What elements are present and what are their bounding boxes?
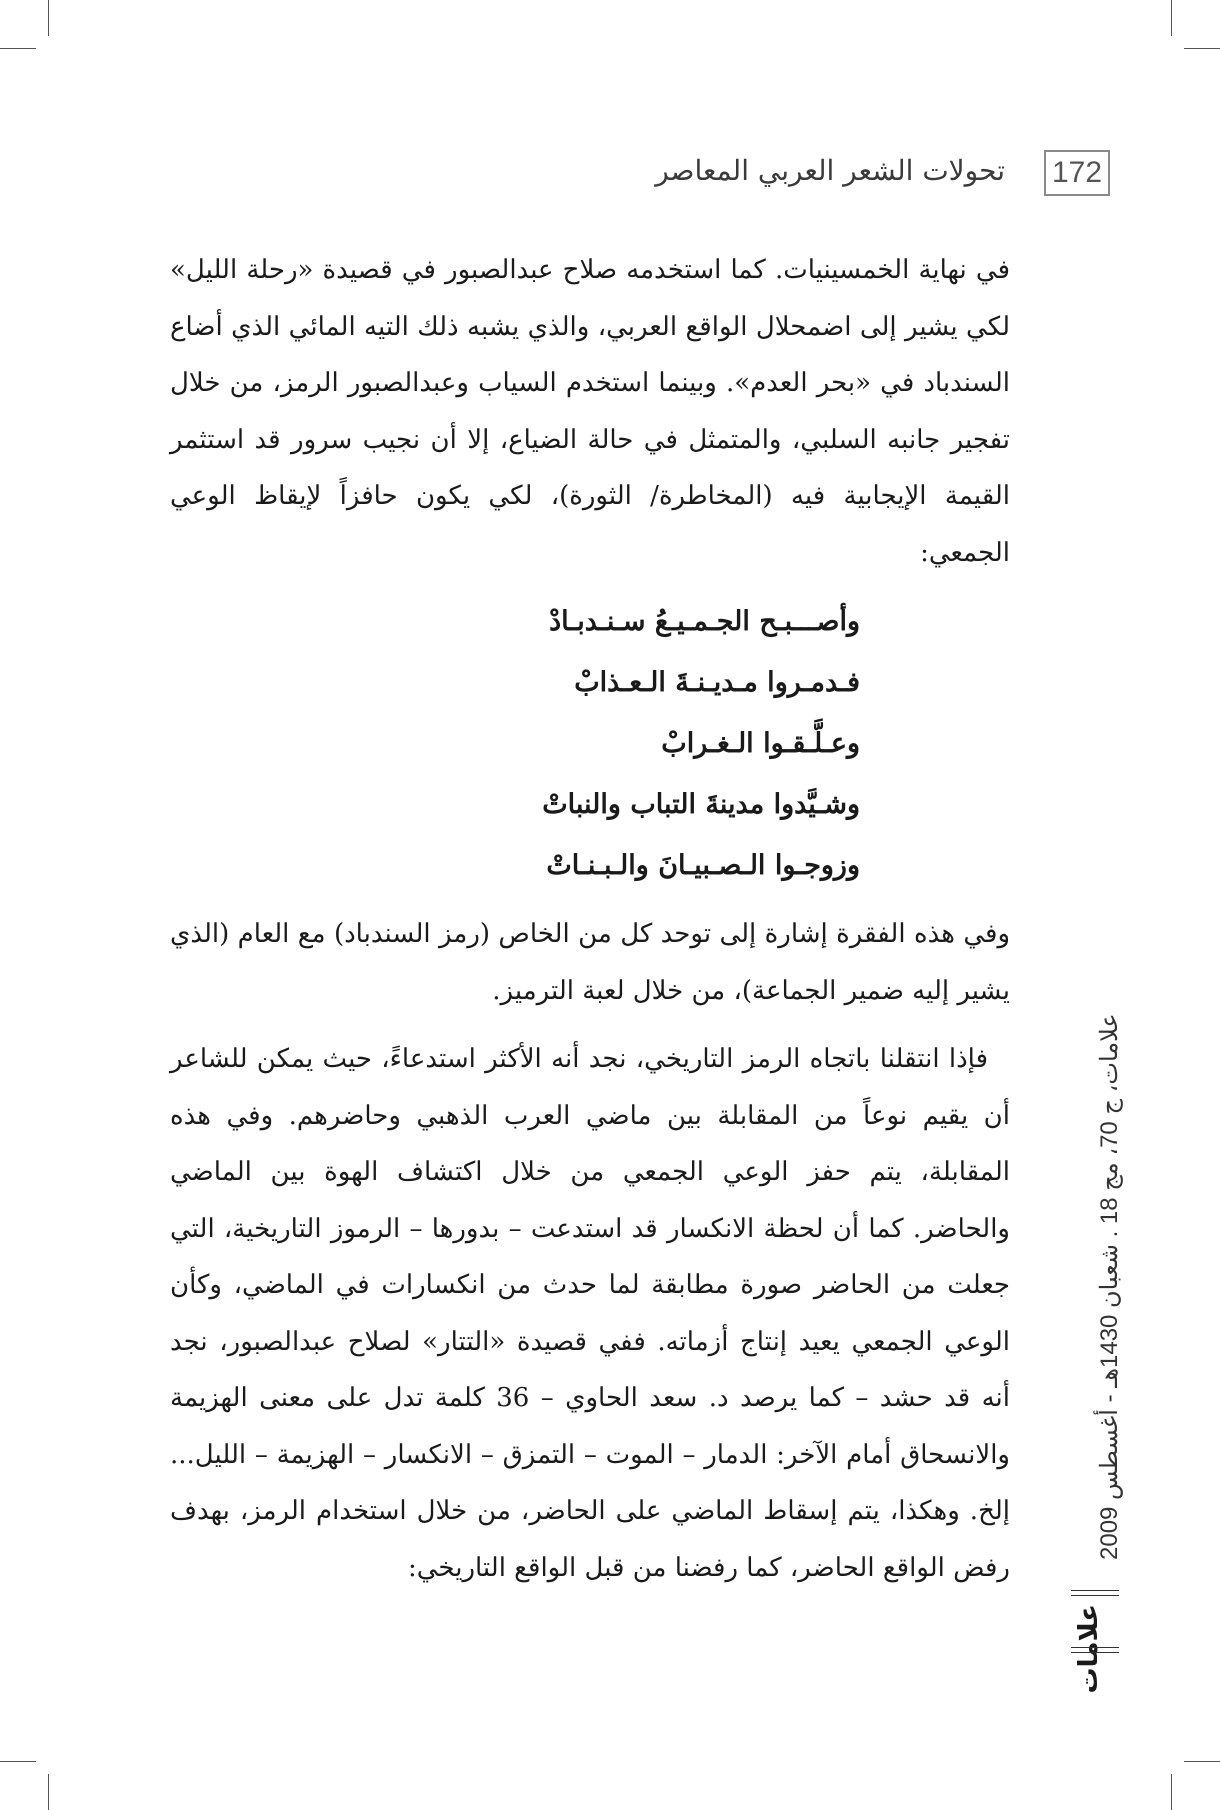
paragraph: في نهاية الخمسينيات. كما استخدمه صلاح عبدالصبور في قصيدة «رحلة الليل» لكي يشير إلى اضمحلال الواقع العربي، والذي يشبه ذلك التيه المائي الذي أضاع السندباد في «بحر العدم». وبينما استخدم السياب وعبدالصبور الرمز، من خلال تفجير جانبه السلبي، والمتمثل في حالة الضياع، إلا أن نجيب سرور قد استثمر القيمة الإيجابية فيه (المخاطرة/ الثورة)، لكي يكون حافزاً لإيقاظ الوعي الجمعي: bbox=[170, 255, 1010, 568]
crop-mark bbox=[1184, 1761, 1220, 1762]
journal-info: علامات، ج 70، مج 18 . شعبان 1430هـ - أغسطس 2009 bbox=[1096, 1013, 1123, 1560]
verse-line: وأصـــبـح الجـمـيـعُ سـنـدبـادْ bbox=[549, 606, 860, 637]
verse-line: فـدمـروا مـديـنـةَ الـعـذابْ bbox=[574, 667, 860, 698]
page-number: 172 bbox=[1044, 150, 1110, 196]
divider bbox=[1071, 1647, 1119, 1653]
body-text bbox=[170, 242, 1010, 1596]
verse-line: وشـيَّدوا مدينةَ التباب والنباتْ bbox=[542, 789, 860, 820]
verse-line: وعـلَّـقـوا الـغـرابْ bbox=[661, 728, 860, 759]
crop-mark bbox=[1184, 48, 1220, 49]
crop-mark bbox=[1171, 1774, 1172, 1810]
verse-block bbox=[170, 591, 1010, 896]
divider bbox=[1071, 1590, 1119, 1596]
paragraph: وفي هذه الفقرة إشارة إلى توحد كل من الخاص (رمز السندباد) مع العام (الذي يشير إليه ضمير الجماعة)، من خلال لعبة الترميز. bbox=[170, 919, 1010, 1006]
verse-line: وزوجـوا الـصـبيـانَ والـبـنـاتْ bbox=[546, 850, 860, 881]
crop-mark bbox=[0, 48, 36, 49]
crop-mark bbox=[0, 1761, 36, 1762]
crop-mark bbox=[48, 1774, 49, 1810]
crop-mark bbox=[1171, 0, 1172, 36]
journal-logo: علامات bbox=[1074, 1604, 1104, 1694]
crop-mark bbox=[48, 0, 49, 36]
page-header bbox=[620, 150, 1115, 200]
running-title: تحولات الشعر العربي المعاصر bbox=[655, 154, 1005, 187]
paragraph: فإذا انتقلنا باتجاه الرمز التاريخي، نجد أنه الأكثر استدعاءً، حيث يمكن للشاعر أن يقيم نوعاً من المقابلة بين ماضي العرب الذهبي وحاضرهم. وفي هذه المقابلة، يتم حفز الوعي الجمعي من خلال اكتشاف الهوة بين الماضي والحاضر. كما أن لحظة الانكسار قد استدعت – بدورها – الرموز التاريخية، التي جعلت من الحاضر صورة مطابقة لما حدث من انكسارات في الماضي، وكأن الوعي الجمعي يعيد إنتاج أزماته. ففي قصيدة «التتار» لصلاح عبدالصبور، نجد أنه قد حشد – كما يرصد د. سعد الحاوي – 36 كلمة تدل على معنى الهزيمة والانسحاق أمام الآخر: الدمار – الموت – التمزق – الانكسار – الهزيمة – الليل... إلخ. وهكذا، يتم إسقاط الماضي على الحاضر، من خلال استخدام الرمز، بهدف رفض الواقع الحاضر، كما رفضنا من قبل الواقع التاريخي: bbox=[170, 1044, 1011, 1583]
